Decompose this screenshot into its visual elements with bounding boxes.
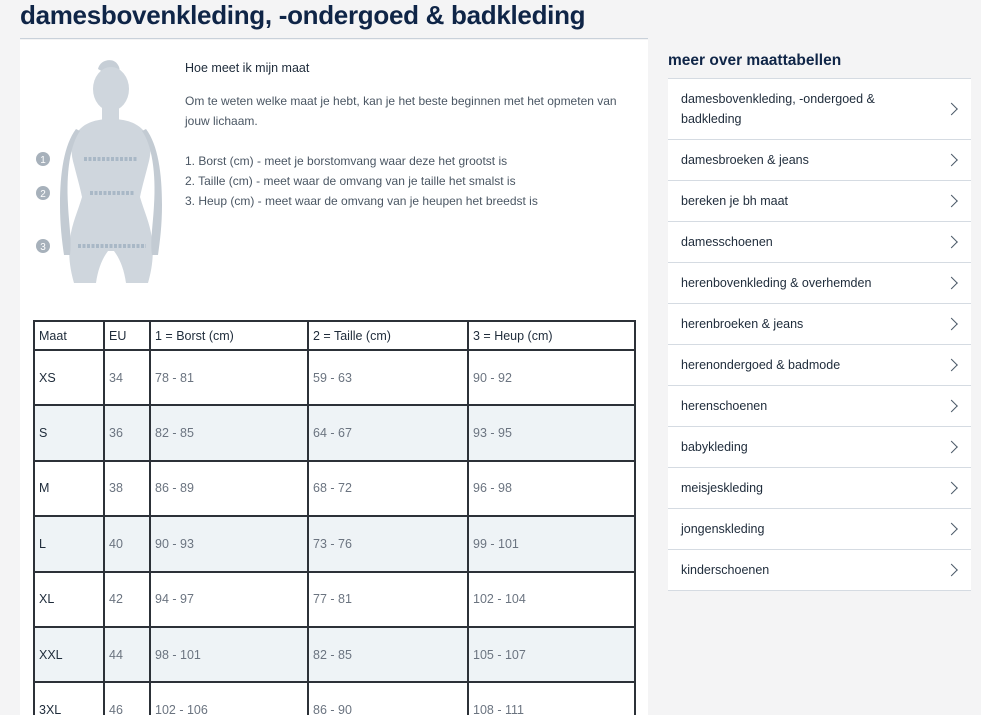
- sidebar-item-kinderschoenen[interactable]: [668, 550, 971, 591]
- cell-heup: 102 - 104: [468, 572, 635, 627]
- cell-heup: 93 - 95: [468, 405, 635, 460]
- measure-title: Hoe meet ik mijn maat: [185, 61, 310, 75]
- col-header-eu: EU: [104, 321, 150, 350]
- cell-taille: 68 - 72: [308, 461, 468, 516]
- cell-taille: 82 - 85: [308, 627, 468, 682]
- sidebar-item-label: jongenskleding: [681, 522, 765, 536]
- cell-heup: 105 - 107: [468, 627, 635, 682]
- chevron-right-icon: [945, 277, 958, 290]
- sidebar-item-meisjeskleding[interactable]: [668, 468, 971, 509]
- cell-maat: L: [34, 516, 104, 571]
- marker-2-label: 2: [40, 189, 46, 200]
- cell-maat: M: [34, 461, 104, 516]
- table-row: [34, 405, 635, 460]
- cell-taille: 86 - 90: [308, 682, 468, 715]
- cell-maat: XXL: [34, 627, 104, 682]
- measure-intro: Om te weten welke maat je hebt, kan je het beste beginnen met het opmeten van jouw lichaam.: [185, 94, 617, 128]
- sidebar-item-label: herenondergoed & badmode: [681, 358, 841, 372]
- sidebar-item-label: damesschoenen: [681, 235, 773, 249]
- sidebar-item-label: babykleding: [681, 440, 748, 454]
- cell-maat: S: [34, 405, 104, 460]
- size-chart-nav: [668, 78, 971, 591]
- cell-taille: 73 - 76: [308, 516, 468, 571]
- measure-instructions: [185, 58, 635, 211]
- measure-step: 1. Borst (cm) - meet je borstomvang waar deze het grootst is: [185, 154, 508, 168]
- sidebar-item-bh-maat[interactable]: [668, 181, 971, 222]
- cell-taille: 77 - 81: [308, 572, 468, 627]
- sidebar-item-label: meisjeskleding: [681, 481, 763, 495]
- sidebar-item-herenbroeken[interactable]: [668, 304, 971, 345]
- chevron-right-icon: [945, 236, 958, 249]
- chevron-right-icon: [945, 564, 958, 577]
- title-divider: [20, 38, 648, 39]
- cell-heup: 108 - 111: [468, 682, 635, 715]
- col-header-taille: 2 = Taille (cm): [308, 321, 468, 350]
- cell-maat: 3XL: [34, 682, 104, 715]
- chevron-right-icon: [945, 359, 958, 372]
- cell-borst: 98 - 101: [150, 627, 308, 682]
- cell-borst: 94 - 97: [150, 572, 308, 627]
- cell-eu: 34: [104, 350, 150, 405]
- size-table: [33, 320, 636, 715]
- chevron-right-icon: [945, 154, 958, 167]
- marker-3-label: 3: [40, 242, 46, 253]
- table-row: [34, 682, 635, 715]
- page-title: damesbovenkleding, -ondergoed & badkleding: [20, 0, 586, 30]
- body-measure-figure: [30, 55, 180, 290]
- chevron-right-icon: [945, 441, 958, 454]
- cell-borst: 86 - 89: [150, 461, 308, 516]
- cell-taille: 59 - 63: [308, 350, 468, 405]
- chevron-right-icon: [945, 400, 958, 413]
- sidebar-item-babykleding[interactable]: [668, 427, 971, 468]
- cell-eu: 44: [104, 627, 150, 682]
- chevron-right-icon: [945, 195, 958, 208]
- table-header-row: [34, 321, 635, 350]
- marker-3-icon: [34, 237, 52, 255]
- cell-taille: 64 - 67: [308, 405, 468, 460]
- col-header-borst: 1 = Borst (cm): [150, 321, 308, 350]
- female-silhouette-icon: [30, 55, 180, 290]
- cell-eu: 36: [104, 405, 150, 460]
- cell-borst: 90 - 93: [150, 516, 308, 571]
- sidebar-item-herenbovenkleding[interactable]: [668, 263, 971, 304]
- chevron-right-icon: [945, 523, 958, 536]
- sidebar-item-label: herenbroeken & jeans: [681, 317, 804, 331]
- cell-borst: 78 - 81: [150, 350, 308, 405]
- sidebar-item-herenschoenen[interactable]: [668, 386, 971, 427]
- cell-eu: 42: [104, 572, 150, 627]
- table-row: [34, 516, 635, 571]
- sidebar-item-label: herenbovenkleding & overhemden: [681, 276, 872, 290]
- chevron-right-icon: [945, 103, 958, 116]
- cell-borst: 82 - 85: [150, 405, 308, 460]
- cell-eu: 46: [104, 682, 150, 715]
- chevron-right-icon: [945, 482, 958, 495]
- cell-eu: 38: [104, 461, 150, 516]
- sidebar-item-label: kinderschoenen: [681, 563, 770, 577]
- sidebar-item-label: herenschoenen: [681, 399, 768, 413]
- measure-step: 2. Taille (cm) - meet waar de omvang van je taille het smalst is: [185, 174, 516, 188]
- col-header-maat: Maat: [34, 321, 104, 350]
- chevron-right-icon: [945, 318, 958, 331]
- cell-maat: XS: [34, 350, 104, 405]
- cell-heup: 99 - 101: [468, 516, 635, 571]
- sidebar-item-damesbroeken[interactable]: [668, 140, 971, 181]
- table-row: [34, 572, 635, 627]
- cell-borst: 102 - 106: [150, 682, 308, 715]
- cell-maat: XL: [34, 572, 104, 627]
- sidebar-item-damesschoenen[interactable]: [668, 222, 971, 263]
- cell-eu: 40: [104, 516, 150, 571]
- measure-step: 3. Heup (cm) - meet waar de omvang van je heupen het breedst is: [185, 194, 538, 208]
- sidebar-item-label: damesbovenkleding, -ondergoed & badkleding: [681, 92, 875, 126]
- cell-heup: 90 - 92: [468, 350, 635, 405]
- marker-2-icon: [34, 184, 52, 202]
- sidebar-item-herenondergoed[interactable]: [668, 345, 971, 386]
- marker-1-label: 1: [40, 155, 46, 166]
- sidebar-item-damesbovenkleding[interactable]: [668, 79, 971, 140]
- sidebar-item-jongenskleding[interactable]: [668, 509, 971, 550]
- sidebar-item-label: damesbroeken & jeans: [681, 153, 809, 167]
- table-row: [34, 627, 635, 682]
- sidebar-title: meer over maattabellen: [668, 52, 842, 69]
- col-header-heup: 3 = Heup (cm): [468, 321, 635, 350]
- cell-heup: 96 - 98: [468, 461, 635, 516]
- table-row: [34, 350, 635, 405]
- table-row: [34, 461, 635, 516]
- sidebar-item-label: bereken je bh maat: [681, 194, 789, 208]
- marker-1-icon: [34, 150, 52, 168]
